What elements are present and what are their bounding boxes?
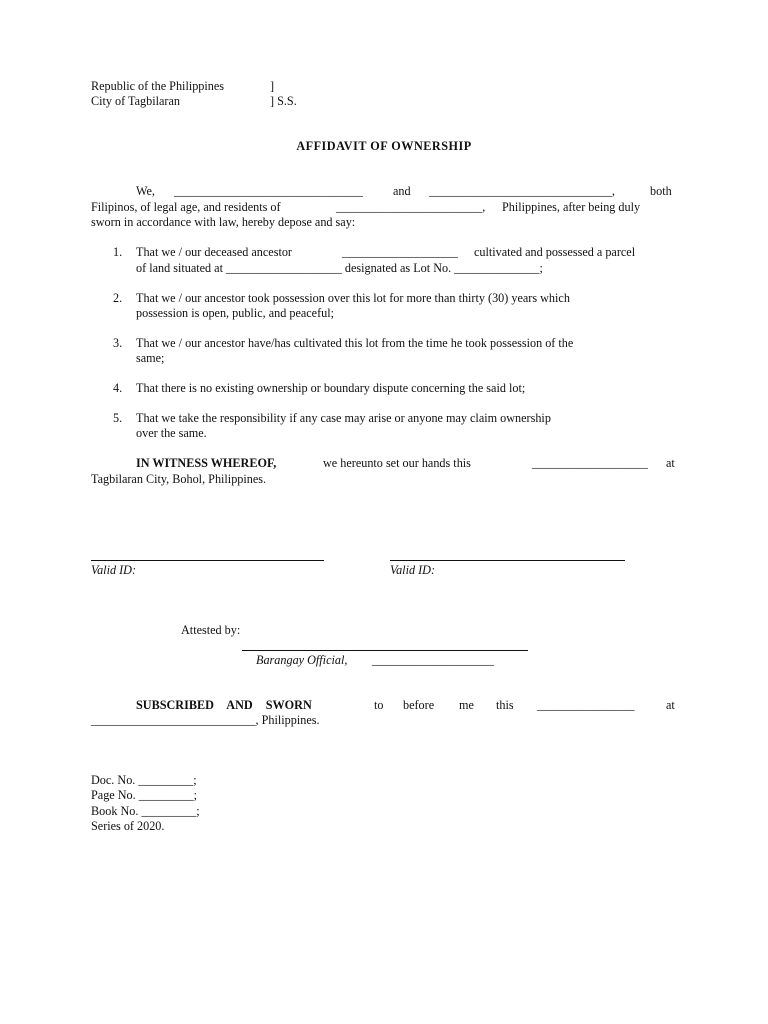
intro-we: We, <box>136 184 155 198</box>
witness-place: Tagbilaran City, Bohol, Philippines. <box>91 472 267 486</box>
witness-bold: IN WITNESS WHEREOF, <box>136 456 277 470</box>
item-1-text-a: That we / our deceased ancestor <box>136 245 292 259</box>
item-3-text-line1: That we / our ancestor have/has cultivated this lot from the time he took possession of the <box>136 336 574 350</box>
intro-line2-a: Filipinos, of legal age, and residents of <box>91 200 281 214</box>
item-5-text-line2: over the same. <box>136 426 207 440</box>
item-1-text-line2: of land situated at ___________________ designated as Lot No. ______________; <box>136 261 543 275</box>
subscribed-bold: SUBSCRIBED AND SWORN <box>136 698 312 712</box>
item-2-text-line2: possession is open, public, and peaceful; <box>136 306 335 320</box>
witness-text: we hereunto set our hands this <box>323 456 471 470</box>
item-3-number: 3. <box>113 336 123 350</box>
item-2-number: 2. <box>113 291 123 305</box>
series-year: Series of 2020. <box>91 819 165 833</box>
signature-line-right <box>390 560 625 561</box>
valid-id-left: Valid ID: <box>91 563 137 577</box>
item-3-text-line2: same; <box>136 351 165 365</box>
item-1-number: 1. <box>113 245 123 259</box>
header-bracket-1: ] <box>270 79 275 93</box>
intro-both: both <box>650 184 672 198</box>
item-2-text-line1: That we / our ancestor took possession over this lot for more than thirty (30) years which <box>136 291 570 305</box>
signature-line-left <box>91 560 324 561</box>
item-1-ancestor-blank: ___________________ <box>342 245 458 259</box>
intro-and: and <box>393 184 411 198</box>
attested-by-label: Attested by: <box>181 623 241 637</box>
item-4-number: 4. <box>113 381 123 395</box>
intro-line3: sworn in accordance with law, hereby depose and say: <box>91 215 356 229</box>
attest-signature-line <box>242 650 528 651</box>
witness-date-blank: ___________________ <box>532 456 648 470</box>
intro-residence-blank: ________________________, <box>336 200 486 214</box>
barangay-official-blank: ____________________ <box>372 653 494 667</box>
doc-number: Doc. No. _________; <box>91 773 197 787</box>
subscribed-this: this <box>496 698 514 712</box>
header-republic: Republic of the Philippines <box>91 79 225 93</box>
item-5-text-line1: That we take the responsibility if any case may arise or anyone may claim ownership <box>136 411 551 425</box>
subscribed-place: ___________________________, Philippines. <box>91 713 320 727</box>
header-ss: ] S.S. <box>270 94 297 108</box>
subscribed-before: before <box>403 698 435 712</box>
subscribed-at: at <box>666 698 675 712</box>
item-1-text-b: cultivated and possessed a parcel <box>474 245 636 259</box>
intro-line2-b: Philippines, after being duly <box>502 200 641 214</box>
page-number: Page No. _________; <box>91 788 197 802</box>
item-4-text-line1: That there is no existing ownership or boundary dispute concerning the said lot; <box>136 381 526 395</box>
intro-name-blank-2: ______________________________, <box>429 184 615 198</box>
book-number: Book No. _________; <box>91 804 200 818</box>
header-city: City of Tagbilaran <box>91 94 180 108</box>
barangay-official-label: Barangay Official, <box>256 653 348 667</box>
subscribed-to: to <box>374 698 384 712</box>
valid-id-right: Valid ID: <box>390 563 436 577</box>
intro-name-blank-1: _______________________________ <box>174 184 363 198</box>
item-5-number: 5. <box>113 411 123 425</box>
document-title: AFFIDAVIT OF OWNERSHIP <box>296 139 472 153</box>
subscribed-date-blank: ________________ <box>537 698 635 712</box>
witness-at: at <box>666 456 675 470</box>
subscribed-me: me <box>459 698 474 712</box>
